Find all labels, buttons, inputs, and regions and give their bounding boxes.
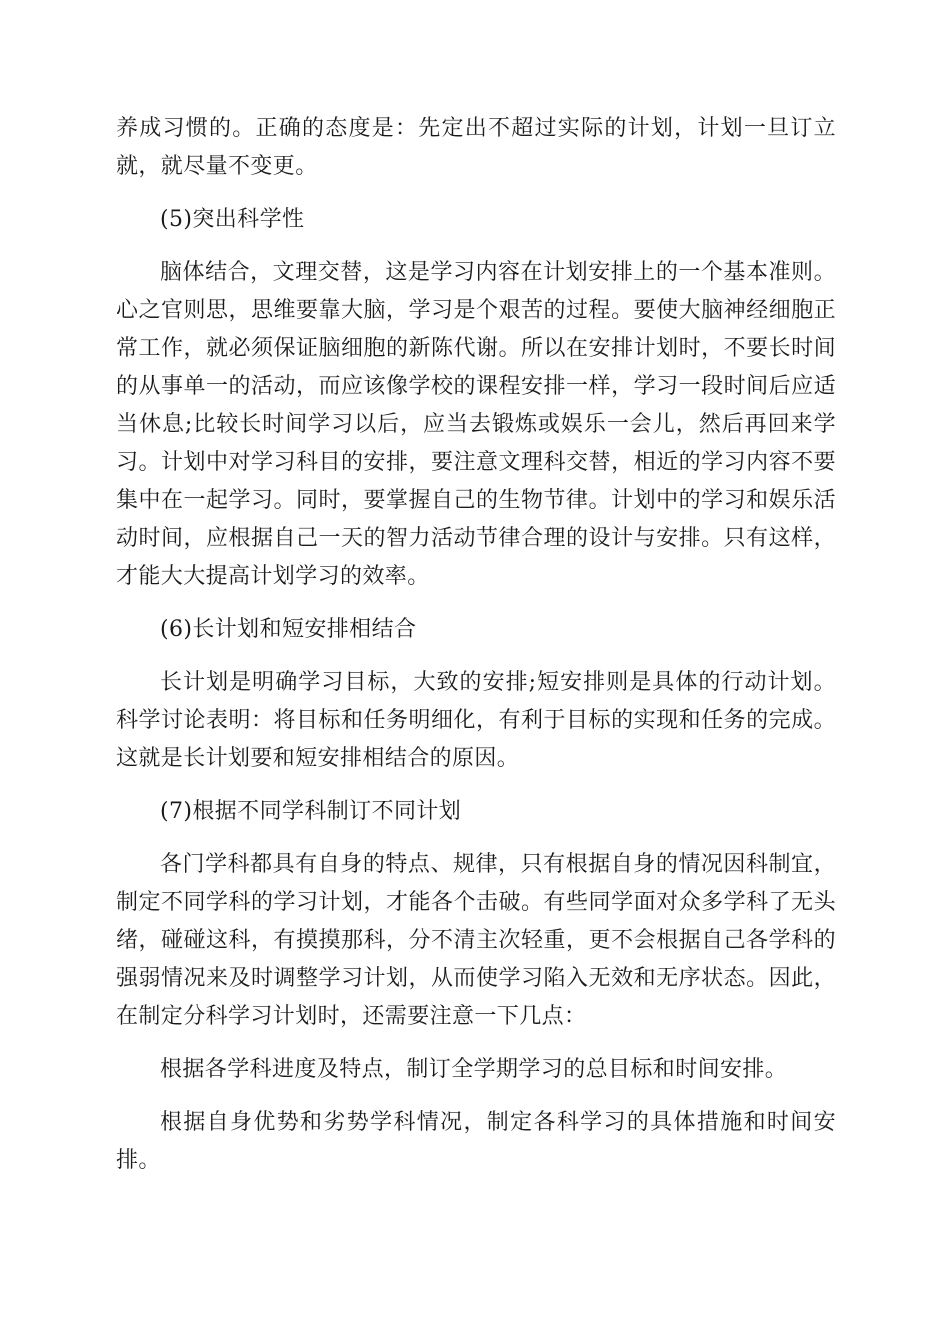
section-heading-5: (5)突出科学性 xyxy=(160,207,305,232)
section-heading-7: (7)根据不同学科制订不同计划 xyxy=(160,799,462,824)
paragraph-subject-plans: 各门学科都具有自身的特点、规律，只有根据自身的情况因科制宜，制定不同学科的学习计划，才能各个击破。有些同学面对众多学科了无头绪，碰碰这科，有摸摸那科，分不清主次轻重，更不会根据自己各学科的强弱情况来及时调整学习计划，从而使学习陷入无效和无序状态。因此，在制定分科学习计划时，还需要注意一下几点： xyxy=(116,852,836,1029)
section-heading-6: (6)长计划和短安排相结合 xyxy=(160,617,417,642)
paragraph-point-1: 根据各学科进度及特点，制订全学期学习的总目标和时间安排。 xyxy=(160,1057,788,1082)
paragraph-continuation: 养成习惯的。正确的态度是：先定出不超过实际的计划，计划一旦订立就，就尽量不变更。 xyxy=(116,116,836,179)
paragraph-scientific: 脑体结合，文理交替，这是学习内容在计划安排上的一个基本准则。心之官则思，思维要靠大脑，学习是个艰苦的过程。要使大脑神经细胞正常工作，就必须保证脑细胞的新陈代谢。所以在安排计划时，不要长时间的从事单一的活动，而应该像学校的课程安排一样，学习一段时间后应适当休息;比较长时间学习以后，应当去锻炼或娱乐一会儿，然后再回来学习。计划中对学习科目的安排，要注意文理科交替，相近的学习内容不要集中在一起学习。同时，要掌握自己的生物节律。计划中的学习和娱乐活动时间，应根据自己一天的智力活动节律合理的设计与安排。只有这样，才能大大提高计划学习的效率。 xyxy=(116,260,836,589)
paragraph-point-2: 根据自身优势和劣势学科情况，制定各科学习的具体措施和时间安排。 xyxy=(116,1110,836,1173)
paragraph-long-short-plan: 长计划是明确学习目标，大致的安排;短安排则是具体的行动计划。科学讨论表明：将目标和任务明细化，有利于目标的实现和任务的完成。这就是长计划要和短安排相结合的原因。 xyxy=(116,670,836,771)
document-body xyxy=(116,110,836,1195)
